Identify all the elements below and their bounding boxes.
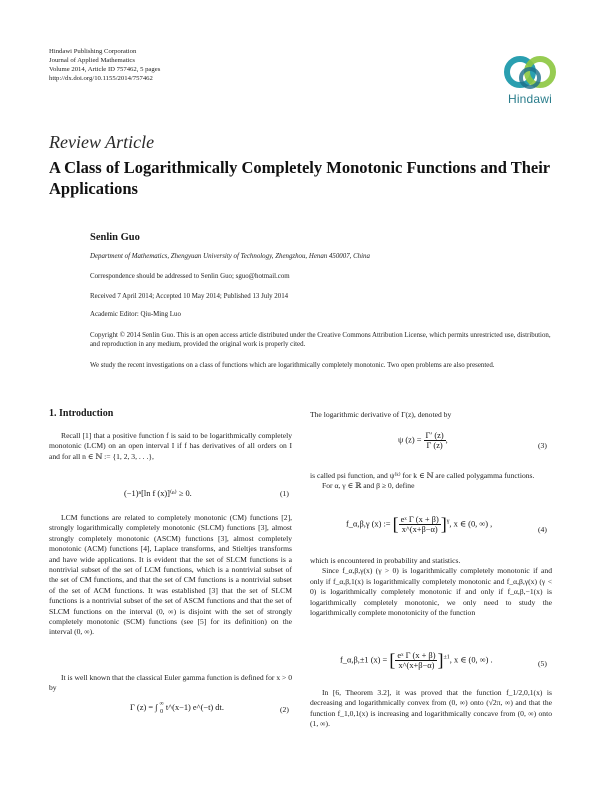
affiliation: Department of Mathematics, Zhengyuan University of Technology, Zhengzhou, Henan 450007, China: [90, 253, 370, 260]
left-paragraph-1: Recall [1] that a positive function f is said to be logarithmically completely monotonic (LCM) on an open interval I if f has derivatives of all orders on I and for all n ∈ ℕ := {1, 2, 3, . . .},: [49, 431, 292, 461]
academic-editor: Academic Editor: Qiu-Ming Luo: [90, 311, 181, 318]
publisher-name: Hindawi Publishing Corporation: [49, 48, 137, 55]
left-paragraph-2: LCM functions are related to completely monotonic (CM) functions [2], strongly logarithmically completely monotonic (SLCM) functions [3], almost strongly completely monotonic (ASCM) functions [3], almost completely monotonic (ACM) functions [4], Laplace transforms, and Stieltjes transforms and have wide applications. It is evident that the set of SLCM functions is a nontrivial subset of the set of LCM functions, which is a nontrivial subset of the set of CM functions, and that the set of CM functions is a nontrivial subset of the set of ACM functions. It was established [3] that the set of SLCM functions is a nontrivial subset of the set of ASCM functions and that the set of SLCM functions on the interval (0, ∞) is disjoint with the set of strongly completely monotonic (SCM) functions (see [5] for its definition) on the interval (0, ∞).: [49, 513, 292, 637]
right-paragraph-2: is called psi function, and ψ⁽ᵏ⁾ for k ∈ ℕ are called polygamma functions. For α, γ ∈ ℝ and β ≥ 0, define: [310, 471, 535, 491]
equation-5-number: (5): [538, 659, 547, 668]
journal-header: [49, 47, 160, 83]
left-paragraph-3: It is well known that the classical Euler gamma function is defined for x > 0 by: [49, 673, 292, 693]
equation-1-number: (1): [280, 489, 289, 498]
author-name: Senlin Guo: [90, 232, 140, 243]
equation-2: Γ (z) = ∫ ∞ 0 t^(x−1) e^(−t) dt.: [130, 701, 224, 715]
equation-5: f_α,β,±1 (x) = [ $\frac{\text{eˣ Γ (x + β)}}{x\^{}(x+\beta-\alpha)}$ ]$^{\pm 1}$, x ∈ (0, ∞) .: [340, 650, 493, 670]
volume-info: Volume 2014, Article ID 757462, 5 pages: [49, 66, 161, 73]
right-paragraph-3: which is encountered in probability and statistics. Since f_α,β,γ(x) (γ > 0) is logarithmically completely monotonic if and only if f_α,β,1(x) is logarithmically completely monotonic and f_α,β,γ(x) (γ < 0) is logarithmically completely monotonic if and only if f_α,β,−1(x) is logarithmically completely monotonic, we only need to study the logarithmically complete monotonicity of the function: [310, 556, 552, 618]
equation-4: f_α,β,γ (x) := [ $\frac{\text{eˣ Γ (x + β)}}{x\^{}(x+\beta-\alpha)}$ ]$^\gamma$, x ∈ (0, ∞) ,: [346, 514, 493, 534]
equation-3: ψ (z) = $\frac{\Gamma' (z)}{\Gamma (z)}$ ,: [398, 431, 448, 450]
equation-3-number: (3): [538, 441, 547, 450]
abstract: We study the recent investigations on a class of functions which are logarithmically completely monotonic. Two open problems are also presented.: [90, 362, 495, 369]
copyright-notice: Copyright © 2014 Senlin Guo. This is an open access article distributed under the Creative Commons Attribution License, which permits unrestricted use, distribution, and reproduction in any medium, provided the original work is properly cited.: [90, 332, 551, 349]
journal-name: Journal of Applied Mathematics: [49, 57, 135, 64]
received-dates: Received 7 April 2014; Accepted 10 May 2014; Published 13 July 2014: [90, 293, 289, 300]
section-heading: 1. Introduction: [49, 408, 114, 419]
equation-1: (−1)ⁿ[ln f (x)]⁽ⁿ⁾ ≥ 0.: [124, 489, 192, 498]
right-paragraph-4: In [6, Theorem 3.2], it was proved that the function f_1/2,0,1(x) is decreasing and logarithmically convex from (0, ∞) onto (√2π, ∞) and that the function f_1,0,1(x) is increasing and logarithmically concave from (0, ∞) onto (1, ∞).: [310, 688, 552, 729]
hindawi-logo-text: Hindawi: [507, 92, 553, 106]
doi-link[interactable]: http://dx.doi.org/10.1155/2014/757462: [49, 75, 153, 82]
equation-4-number: (4): [538, 525, 547, 534]
right-paragraph-1: The logarithmic derivative of Γ(z), denoted by: [310, 410, 452, 419]
article-type: Review Article: [49, 132, 155, 152]
equation-2-number: (2): [280, 705, 289, 714]
correspondence: Correspondence should be addressed to Senlin Guo; sguo@hotmail.com: [90, 273, 290, 280]
article-title: A Class of Logarithmically Completely Monotonic Functions and Their Applications: [49, 158, 550, 198]
